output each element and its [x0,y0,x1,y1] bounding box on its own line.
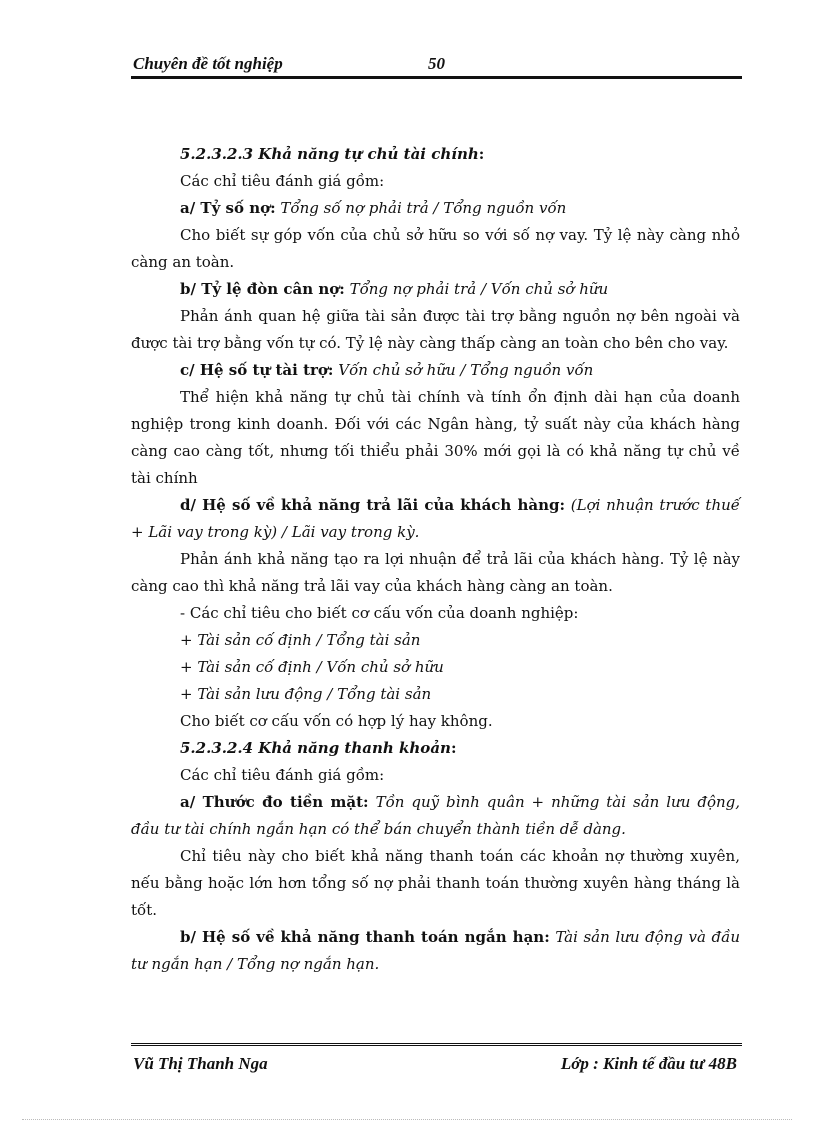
indicator-f [131,924,740,978]
indicator-formula: Tài sản lưu động và đầu tư ngắn hạn / Tổng nợ ngắn hạn. [131,928,740,973]
indicator-label: b/ Hệ số về khả năng thanh toán ngắn hạn: [180,928,550,946]
page-body [131,141,740,978]
indicator-label: a/ Thước đo tiền mặt: [180,793,369,811]
indicator-formula: (Lợi nhuận trước thuế + Lãi vay trong kỳ) / Lãi vay trong kỳ. [131,496,740,541]
section-title: 5.2.3.2.3 Khả năng tự chủ tài chính [180,145,479,163]
indicator-b [131,276,740,303]
section-title: 5.2.3.2.4 Khả năng thanh khoản [180,739,451,757]
indicator-formula: Tồn quỹ bình quân + những tài sản lưu động, đầu tư tài chính ngắn hạn có thể bán chuyển thành tiền dễ dàng. [131,793,741,838]
paragraph: Phản ánh khả năng tạo ra lợi nhuận để trả lãi của khách hàng. Tỷ lệ này càng cao thì khả năng trả lãi vay của khách hàng càng an toàn. [131,550,740,595]
list-item: + Tài sản cố định / Tổng tài sản [180,631,421,649]
page-header [131,52,742,79]
indicator-label: a/ Tỷ số nợ: [180,199,276,217]
indicator-label: b/ Tỷ lệ đòn cân nợ: [180,280,345,298]
list-item: + Tài sản lưu động / Tổng tài sản [180,685,432,703]
paragraph: Cho biết sự góp vốn của chủ sở hữu so với số nợ vay. Tỷ lệ này càng nhỏ càng an toàn. [131,226,740,271]
author-name: Vũ Thị Thanh Nga [133,1054,268,1073]
page-number: 50 [428,54,445,73]
section-heading: 5.2.3.2.4 Khả năng thanh khoản: [180,739,457,757]
page-footer [131,1043,742,1080]
section-heading: 5.2.3.2.3 Khả năng tự chủ tài chính: [180,145,485,163]
paragraph: Các chỉ tiêu đánh giá gồm: [180,172,385,190]
indicator-a [131,195,740,222]
indicator-d [131,492,740,546]
indicator-c [131,357,740,384]
indicator-label: d/ Hệ số về khả năng trả lãi của khách hàng: [180,496,566,514]
document-title: Chuyên đề tốt nghiệp [133,54,283,73]
page-bottom-divider [22,1119,792,1120]
paragraph: Phản ánh quan hệ giữa tài sản được tài trợ bằng nguồn nợ bên ngoài và được tài trợ bằng vốn tự có. Tỷ lệ này càng thấp càng an toàn cho bên cho vay. [131,307,740,352]
paragraph: Các chỉ tiêu đánh giá gồm: [180,766,385,784]
indicator-formula: Tổng nợ phải trả / Vốn chủ sở hữu [349,280,609,298]
paragraph: Thể hiện khả năng tự chủ tài chính và tính ổn định dài hạn của doanh nghiệp trong kinh doanh. Đối với các Ngân hàng, tỷ suất này của khách hàng càng cao càng tốt, nhưng tối thiểu phải 30% mới gọi là có khả năng tự chủ về tài chính [131,388,740,487]
paragraph: - Các chỉ tiêu cho biết cơ cấu vốn của doanh nghiệp: [180,604,579,622]
indicator-formula: Tổng số nợ phải trả / Tổng nguồn vốn [280,199,567,217]
paragraph: Chỉ tiêu này cho biết khả năng thanh toán các khoản nợ thường xuyên, nếu bằng hoặc lớn hơn tổng số nợ phải thanh toán thường xuyên hàng tháng là tốt. [131,847,740,919]
class-name: Lớp : Kinh tế đầu tư 48B [560,1054,737,1073]
indicator-formula: Vốn chủ sở hữu / Tổng nguồn vốn [338,361,594,379]
indicator-label: c/ Hệ số tự tài trợ: [180,361,334,379]
list-item: + Tài sản cố định / Vốn chủ sở hữu [180,658,444,676]
paragraph: Cho biết cơ cấu vốn có hợp lý hay không. [180,712,493,730]
indicator-e [131,789,740,843]
